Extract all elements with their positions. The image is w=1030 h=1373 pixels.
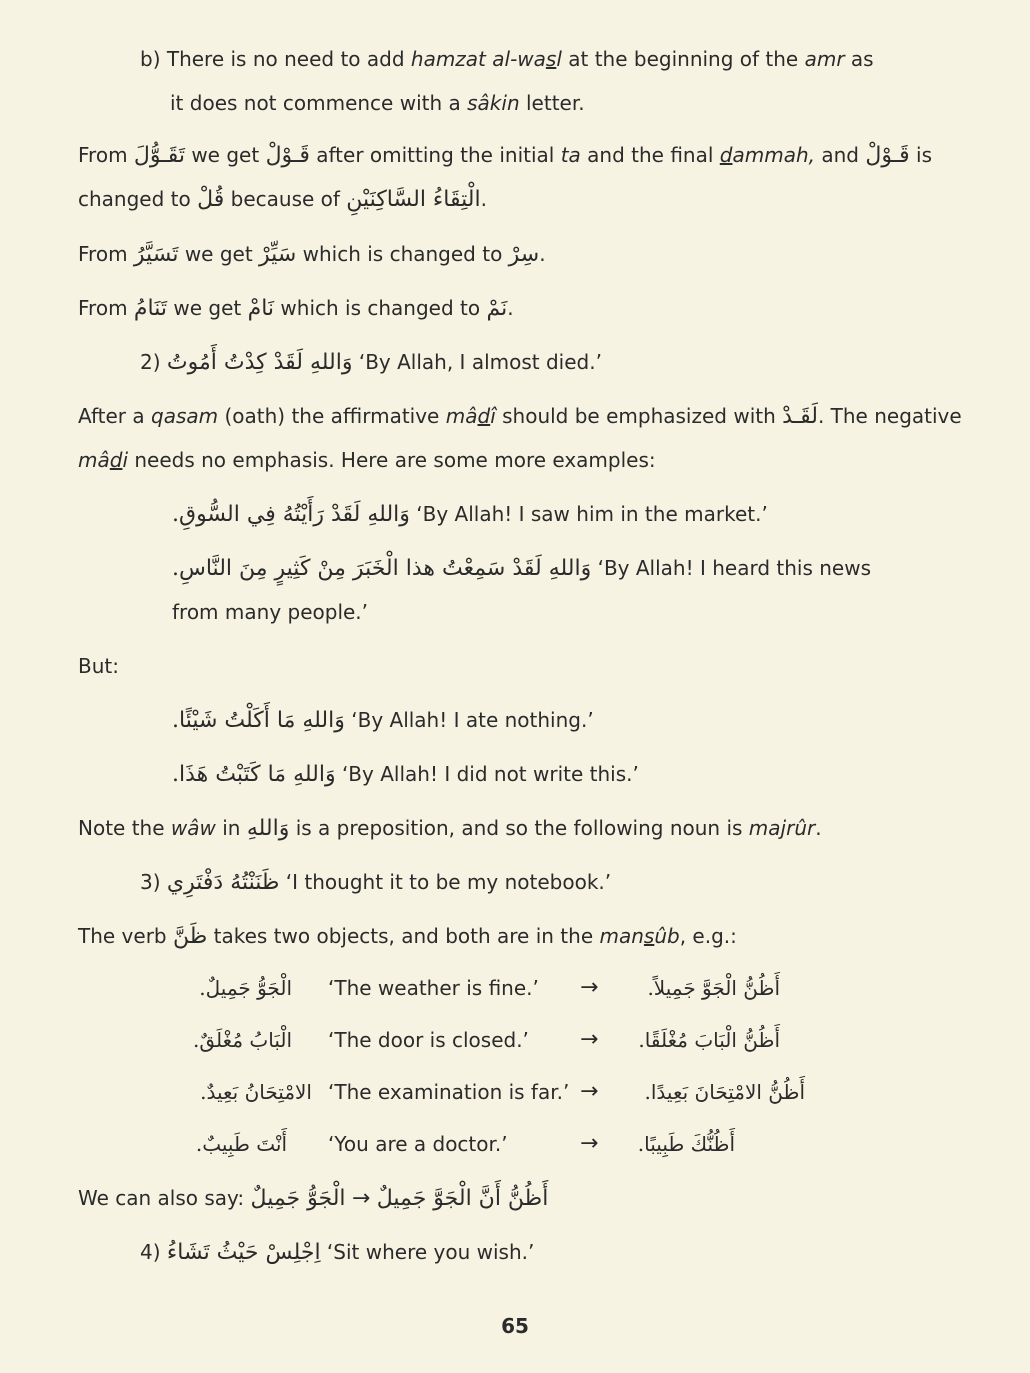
text-line [78, 141, 932, 170]
arabic-sentence: أَظُنُّ الْبَابَ مُغْلَقًا. [638, 1028, 780, 1052]
text-line [78, 446, 656, 474]
text: takes two objects, and both are in the [213, 924, 594, 948]
arrow-icon: → [580, 1079, 599, 1104]
translation: ‘The door is closed.’ [328, 1028, 529, 1052]
arabic-word: تَنَامُ [133, 296, 168, 321]
arrow-icon: → [580, 1027, 599, 1052]
text: . [507, 296, 514, 320]
arabic-word: نَمْ [486, 296, 508, 321]
text: we get [173, 296, 242, 320]
arabic-sentence: وَاللهِ مَا أَكَلْتُ شَيْئًا. [172, 708, 345, 733]
text: . [815, 816, 822, 840]
text-line [140, 348, 602, 377]
item-number: 4) [140, 1240, 161, 1264]
item-number: 2) [140, 350, 161, 374]
arabic-sentence: أَظُنُّ الْجَوَّ جَمِيلاً. [647, 976, 780, 1000]
term-qasam: qasam [151, 404, 219, 428]
text-line [78, 652, 119, 680]
text: we get [184, 242, 253, 266]
term-letter: l [556, 47, 562, 71]
arabic-word: تَقَـوُّلَ [133, 143, 185, 168]
term-amr: amr [804, 47, 845, 71]
arrow-icon: → [580, 975, 599, 1000]
term-hamzat-al-wasl: hamzat al-wa [410, 47, 546, 71]
arabic-sentence: ظَنَنْتُهُ دَفْتَرِي [166, 870, 280, 895]
text: and the final [587, 143, 714, 167]
text: , e.g.: [679, 924, 737, 948]
text: is [916, 143, 933, 167]
term-sakin: sâkin [467, 91, 520, 115]
arabic-sentence: وَاللهِ مَا كَتَبْتُ هَذَا. [172, 762, 336, 787]
text: which is changed to [280, 296, 481, 320]
text-line [78, 240, 546, 269]
arabic-sentence: الْجَوُّ جَمِيلٌ. [199, 976, 292, 1000]
translation: ‘By Allah! I heard this news [597, 556, 871, 580]
arrow-icon: → [580, 1131, 599, 1156]
text: in [222, 816, 241, 840]
text-line [172, 500, 768, 529]
text-line [140, 1238, 534, 1267]
translation: ‘By Allah! I did not write this.’ [341, 762, 639, 786]
text: b) There is no need to add [140, 47, 405, 71]
text: (oath) the affirmative [224, 404, 440, 428]
text: . [539, 242, 546, 266]
term-underlined-letter: s [545, 47, 557, 71]
translation: ‘By Allah! I ate nothing.’ [351, 708, 594, 732]
text-line [140, 868, 611, 897]
term-dammah: ammah, [732, 143, 815, 167]
text-line [172, 554, 871, 583]
arabic-word: سِرْ [508, 242, 540, 267]
text: changed to [78, 187, 191, 211]
arabic-word: لَقَـدْ [782, 404, 818, 429]
term-letter: ûb [654, 924, 680, 948]
arabic-word: سَيِّرْ [259, 242, 297, 267]
text-line [78, 185, 487, 214]
text: it does not commence with a [170, 91, 461, 115]
text: From [78, 242, 128, 266]
arabic-phrase: الْتِقَاءُ السَّاكِنَيْنِ [346, 187, 481, 212]
term-ta: ta [560, 143, 581, 167]
arabic-word: قُلْ [197, 187, 225, 212]
arabic-sentence: أَنْتَ طَبِيبٌ. [195, 1132, 287, 1156]
arabic-word: قَـوْلْ [865, 143, 910, 168]
term-letter: î [490, 404, 496, 428]
term-letter: i [122, 448, 129, 472]
arabic-word: نَامْ [247, 296, 275, 321]
translation: ‘I thought it to be my notebook.’ [285, 870, 612, 894]
text: needs no emphasis. Here are some more examples: [134, 448, 656, 472]
text: From [78, 143, 128, 167]
translation: ‘By Allah! I saw him in the market.’ [416, 502, 768, 526]
translation: ‘You are a doctor.’ [328, 1132, 508, 1156]
text: is a preposition, and so the following noun is [295, 816, 743, 840]
text: at the beginning of the [568, 47, 799, 71]
text: and [821, 143, 859, 167]
term-underlined-letter: d [109, 448, 123, 472]
text: which is changed to [302, 242, 503, 266]
text: because of [230, 187, 340, 211]
arabic-sentence: أَظُنُّ أَنَّ الْجَوَّ جَمِيلٌ [376, 1186, 549, 1211]
term-mansub: man [599, 924, 644, 948]
arabic-word: ظَنَّ [172, 924, 208, 949]
text: . [480, 187, 487, 211]
translation: from many people.’ [172, 600, 369, 624]
term-underlined-letter: d [477, 404, 491, 428]
arabic-word: وَاللهِ [246, 816, 290, 841]
term-waw: wâw [170, 816, 216, 840]
arabic-sentence: الامْتِحَانُ بَعِيدٌ. [200, 1080, 312, 1104]
translation: ‘Sit where you wish.’ [326, 1240, 535, 1264]
page-number: 65 [501, 1314, 529, 1338]
text: After a [78, 404, 145, 428]
arabic-sentence: أَظُنُّكَ طَبِيبًا. [637, 1132, 735, 1156]
term-underlined-letter: s [643, 924, 655, 948]
arabic-sentence: الْبَابُ مُغْلَقٌ. [193, 1028, 292, 1052]
text: as [850, 47, 874, 71]
text-line [78, 922, 737, 951]
text-line [78, 814, 822, 843]
text-line [78, 1184, 548, 1213]
text: after omitting the initial [316, 143, 555, 167]
arabic-sentence: وَاللهِ لَقَدْ كِدْتُ أَمُوتُ [166, 350, 353, 375]
text: Note the [78, 816, 165, 840]
text-line [172, 760, 639, 789]
translation: ‘The examination is far.’ [328, 1080, 570, 1104]
translation: ‘The weather is fine.’ [328, 976, 539, 1000]
arabic-sentence: الْجَوُّ جَمِيلٌ [250, 1186, 346, 1211]
text-line [172, 706, 594, 735]
text: . The negative [817, 404, 962, 428]
text: should be emphasized with [502, 404, 776, 428]
text-line [78, 294, 514, 323]
term-madi: mâ [78, 448, 110, 472]
arabic-sentence: أَظُنُّ الامْتِحَانَ بَعِيدًا. [644, 1080, 805, 1104]
term-madi: mâ [445, 404, 478, 428]
term-majrur: majrûr [748, 816, 816, 840]
text: From [78, 296, 128, 320]
term-underlined-letter: d [719, 143, 733, 167]
item-number: 3) [140, 870, 161, 894]
text: We can also say: [78, 1186, 245, 1210]
translation: ‘By Allah, I almost died.’ [358, 350, 602, 374]
text-line [172, 598, 368, 626]
text: letter. [525, 91, 585, 115]
arabic-sentence: وَاللهِ لَقَدْ رَأَيْتُهُ فِي السُّوقِ. [172, 502, 410, 527]
text-line [78, 402, 962, 431]
text-line [170, 89, 585, 117]
text-line [140, 45, 874, 73]
arrow-icon: → [351, 1186, 371, 1211]
text: The verb [78, 924, 167, 948]
text: we get [191, 143, 260, 167]
text: But: [78, 654, 119, 678]
arabic-word: تَسَيَّرُ [133, 242, 179, 267]
arabic-word: قَـوْلْ [265, 143, 310, 168]
arabic-sentence: وَاللهِ لَقَدْ سَمِعْتُ هذا الْخَبَرَ مِنْ كَثِيرٍ مِنَ النَّاسِ. [172, 556, 592, 581]
arabic-sentence: اِجْلِسْ حَيْثُ تَشَاءُ [166, 1240, 321, 1265]
